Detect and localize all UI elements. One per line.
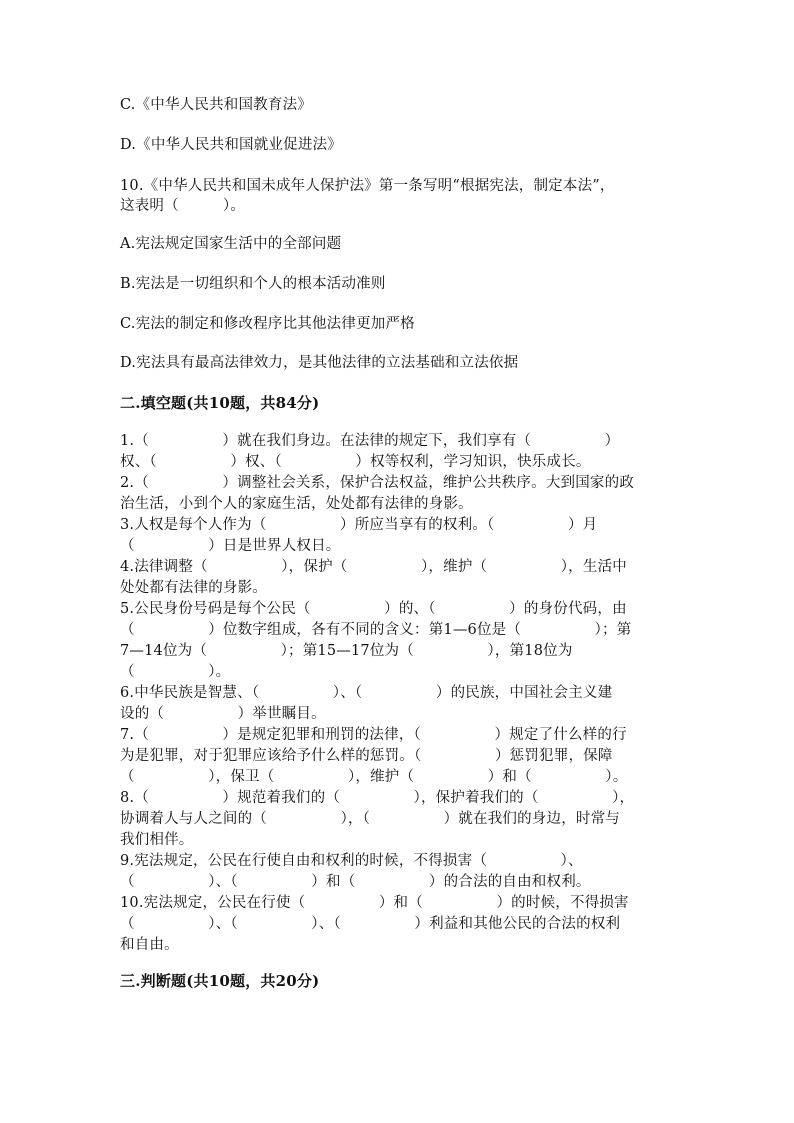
section-3-heading: 三.判断题(共10题，共20分) [120,972,320,990]
fill-line: 9.宪法规定，公民在行使自由和权利的时候，不得损害（ ）、 [120,853,583,869]
q10-option-b: B.宪法是一切组织和个人的根本活动准则 [120,276,386,292]
q10-option-a: A.宪法规定国家生活中的全部问题 [120,236,342,252]
fill-line: 我们相伴。 [120,832,194,848]
q10-stem-line-2: 这表明（ ）。 [120,198,246,214]
fill-line: 7—14位为（ ）；第15—17位为（ ），第18位为 [120,643,573,659]
fill-line: （ ）位数字组成，各有不同的含义：第1—6位是（ ）；第 [120,622,632,638]
fill-line: 5.公民身份号码是每个公民（ ）的、（ ）的身份代码，由 [120,601,627,617]
fill-line: 1.（ ）就在我们身边。在法律的规定下，我们享有（ ） [120,433,620,449]
fill-line: 为是犯罪，对于犯罪应该给予什么样的惩罚。（ ）惩罚犯罪，保障 [120,748,613,764]
fill-line: 治生活，小到个人的家庭生活，处处都有法律的身影。 [120,496,473,512]
fill-line: （ ）。 [120,664,231,680]
fill-line: 2.（ ）调整社会关系，保护合法权益，维护公共秩序。大到国家的政 [120,475,635,491]
fill-line: 3.人权是每个人作为（ ）所应当享有的权利。（ ）月 [120,517,598,533]
fill-line: 10.宪法规定，公民在行使（ ）和（ ）的时候，不得损害 [120,895,629,911]
section-2-heading: 二.填空题(共10题，共84分) [120,394,320,412]
fill-line: 处处都有法律的身影。 [120,580,267,596]
fill-line: （ ），保卫（ ），维护（ ）和（ ）。 [120,769,628,785]
fill-line: 协调着人与人之间的（ ），（ ）就在我们的身边，时常与 [120,811,620,827]
q9-option-c: C.《中华人民共和国教育法》 [120,97,312,113]
fill-line: 设的（ ）举世瞩目。 [120,706,326,722]
fill-line: 和自由。 [120,937,179,953]
fill-line: 权、（ ）权、（ ）权等权利，学习知识，快乐成长。 [120,454,591,470]
q10-option-c: C.宪法的制定和修改程序比其他法律更加严格 [120,316,415,332]
fill-line: 6.中华民族是智慧、（ ）、（ ）的民族，中国社会主义建 [120,685,613,701]
fill-line: 7.（ ）是规定犯罪和刑罚的法律，（ ）规定了什么样的行 [120,727,627,743]
fill-line: （ ）日是世界人权日。 [120,538,341,554]
fill-line: 8.（ ）规范着我们的（ ），保护着我们的（ ）， [120,790,635,806]
q10-stem-line-1: 10.《中华人民共和国未成年人保护法》第一条写明“根据宪法，制定本法”， [120,178,615,194]
fill-line: （ ）、（ ）和（ ）的合法的自由和权利。 [120,874,591,890]
q9-option-d: D.《中华人民共和国就业促进法》 [120,137,342,153]
q10-option-d: D.宪法具有最高法律效力，是其他法律的立法基础和立法依据 [120,355,519,371]
fill-line: 4.法律调整（ ），保护（ ），维护（ ），生活中 [120,559,627,575]
fill-line: （ ）、（ ）、（ ）利益和其他公民的合法的权利 [120,916,621,932]
